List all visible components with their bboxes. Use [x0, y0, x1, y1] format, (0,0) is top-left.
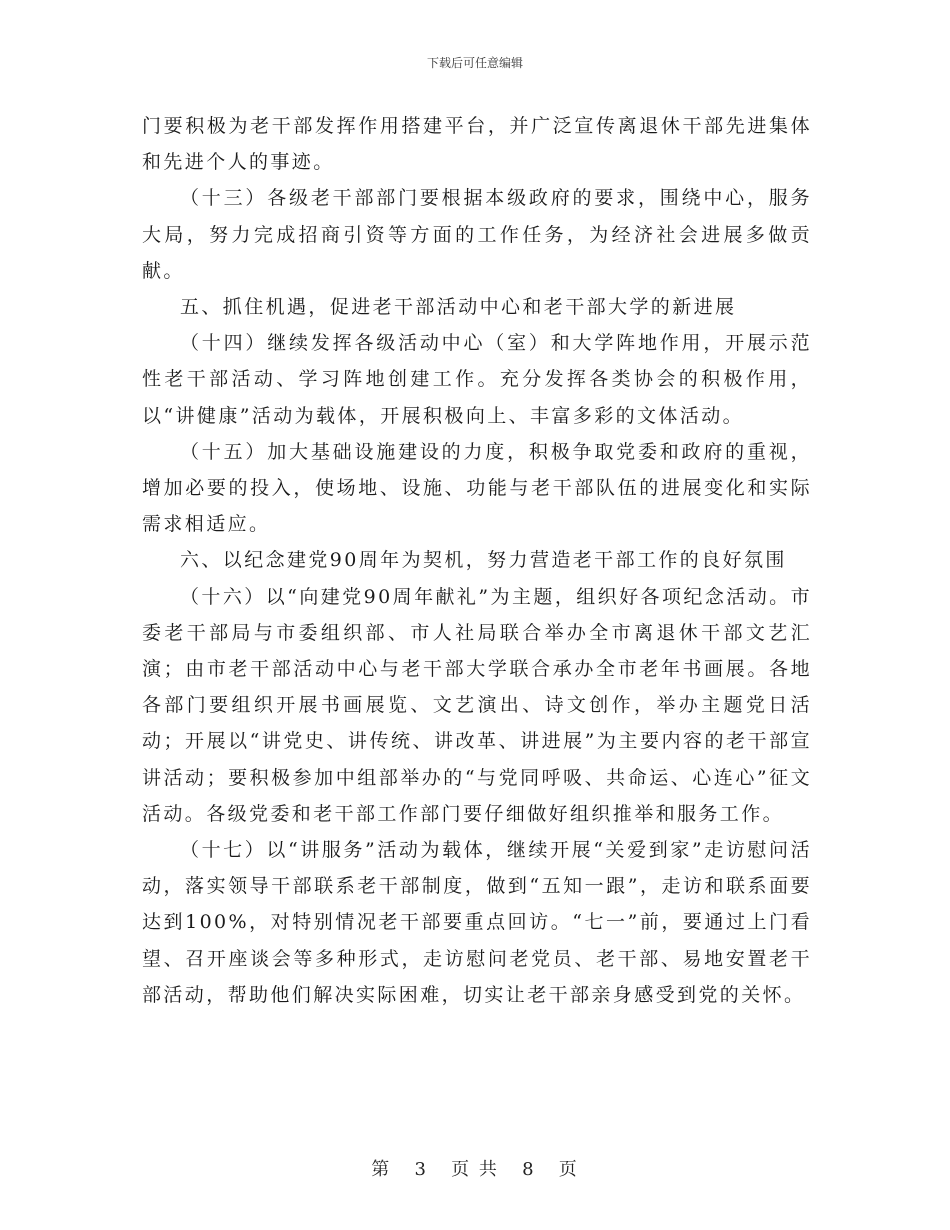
- paragraph: 门要积极为老干部发挥作用搭建平台，并广泛宣传离退休干部先进集体和先进个人的事迹。: [142, 115, 812, 174]
- paragraph: （十七）以“讲服务”活动为载体，继续开展“关爱到家”走访慰问活动，落实领导干部联系老干部制度，做到“五知一跟”，走访和联系面要达到100%，对特别情况老干部要重点回访。“七一”前，要通过上门看望、召开座谈会等多种形式，走访慰问老党员、老干部、易地安置老干部活动，帮助他们解决实际困难，切实让老干部亲身感受到党的关怀。: [142, 839, 812, 1006]
- footer-prefix: 第: [371, 1159, 392, 1180]
- page-header: 下载后可任意编辑: [426, 56, 523, 70]
- paragraph: （十三）各级老干部部门要根据本级政府的要求，围绕中心，服务大局，努力完成招商引资等方面的工作任务，为经济社会进展多做贡献。: [142, 187, 812, 282]
- paragraph: （十四）继续发挥各级活动中心（室）和大学阵地作用，开展示范性老干部活动、学习阵地创建工作。充分发挥各类协会的积极作用，以“讲健康”活动为载体，开展积极向上、丰富多彩的文体活动。: [142, 332, 812, 427]
- paragraph: （十五）加大基础设施建设的力度，积极争取党委和政府的重视，增加必要的投入，使场地、设施、功能与老干部队伍的进展变化和实际需求相适应。: [142, 440, 812, 536]
- total-pages-number: 8: [522, 1159, 536, 1180]
- footer-suffix: 页: [558, 1159, 579, 1180]
- current-page-number: 3: [414, 1159, 428, 1180]
- section-heading: 六、以纪念建党90周年为契机，努力营造老干部工作的良好氛围: [180, 549, 787, 572]
- footer-middle: 页 共: [451, 1159, 499, 1180]
- paragraph: （十六）以“向建党90周年献礼”为主题，组织好各项纪念活动。市委老干部局与市委组织部、市人社局联合举办全市离退休干部文艺汇演；由市老干部活动中心与老干部大学联合承办全市老年书画展。各地各部门要组织开展书画展览、文艺演出、诗文创作，举办主题党日活动；开展以“讲党史、讲传统、讲改革、讲进展”为主要内容的老干部宣讲活动；要积极参加中组部举办的“与党同呼吸、共命运、心连心”征文活动。各级党委和老干部工作部门要仔细做好组织推举和服务工作。: [142, 585, 812, 825]
- document-body: [142, 108, 812, 1013]
- page-footer: [0, 1155, 950, 1181]
- section-heading: 五、抓住机遇，促进老干部活动中心和老干部大学的新进展: [180, 296, 737, 319]
